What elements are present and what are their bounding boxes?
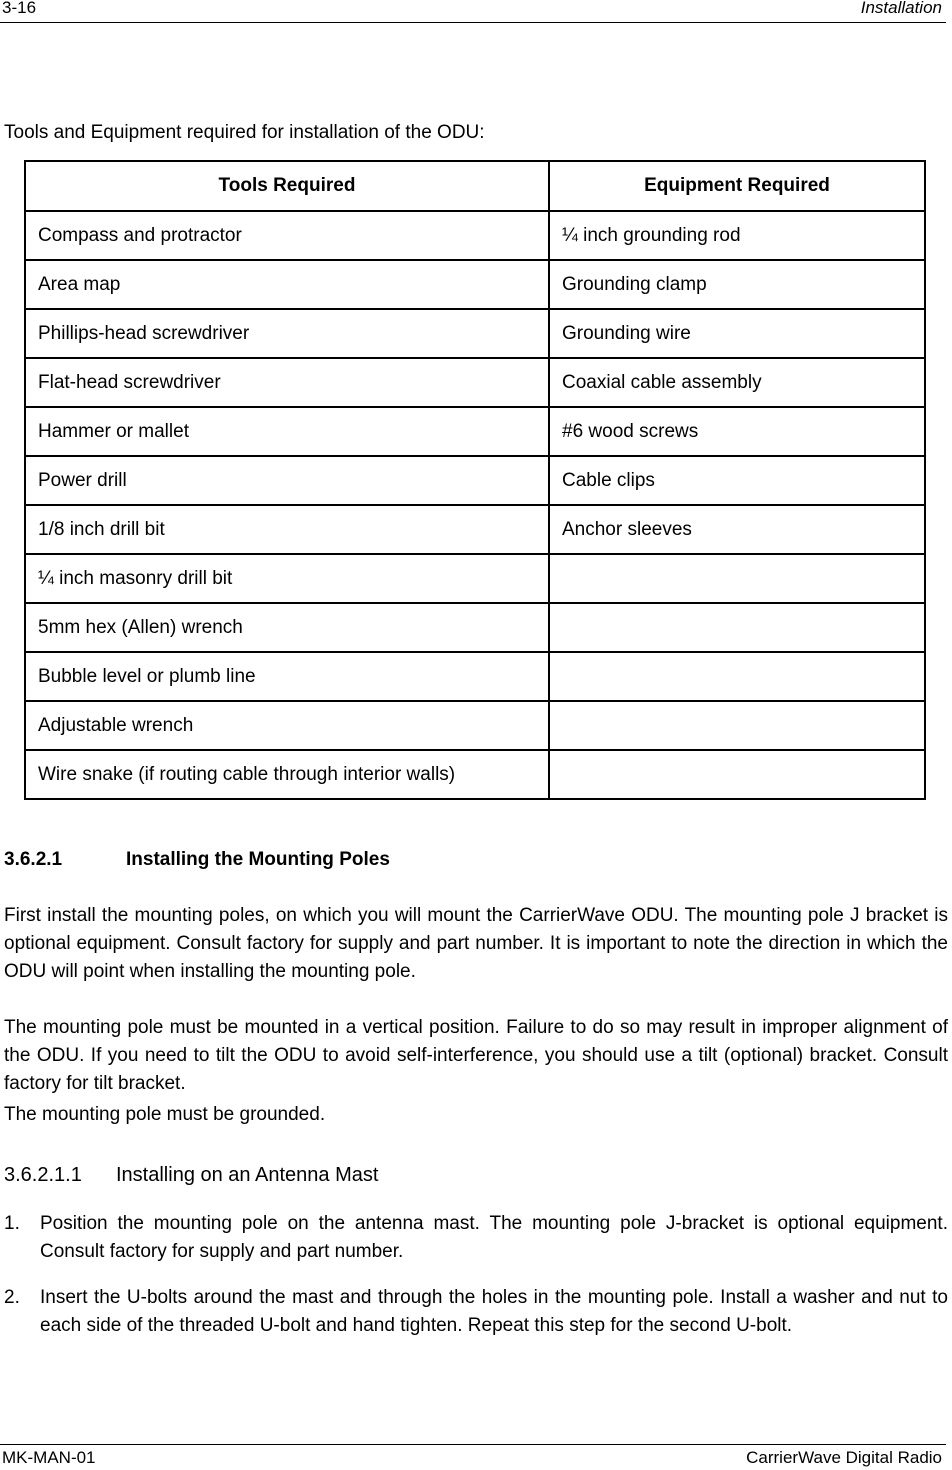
table-row (25, 554, 925, 603)
equipment-cell (549, 750, 925, 799)
section-name: Installation (860, 0, 942, 17)
equipment-cell (549, 701, 925, 750)
list-item (4, 1284, 948, 1340)
table-row (25, 505, 925, 554)
tool-cell: Wire snake (if routing cable through interior walls) (25, 750, 549, 799)
table-row (25, 358, 925, 407)
equipment-cell: Grounding wire (549, 309, 925, 358)
column-header-tools: Tools Required (25, 161, 549, 211)
equipment-cell: #6 wood screws (549, 407, 925, 456)
list-item (4, 1210, 948, 1266)
subsection-number: 3.6.2.1.1 (4, 1164, 82, 1186)
table-row (25, 407, 925, 456)
tool-cell: Hammer or mallet (25, 407, 549, 456)
tool-cell: 5mm hex (Allen) wrench (25, 603, 549, 652)
equipment-cell (549, 554, 925, 603)
page-header (0, 0, 946, 23)
equipment-cell (549, 603, 925, 652)
section-title: Installing the Mounting Poles (126, 849, 390, 870)
equipment-cell: Anchor sleeves (549, 505, 925, 554)
table-row (25, 701, 925, 750)
equipment-cell: Cable clips (549, 456, 925, 505)
intro-text: Tools and Equipment required for installation of the ODU: (4, 122, 485, 143)
subsection-title: Installing on an Antenna Mast (116, 1164, 379, 1186)
table-row (25, 652, 925, 701)
list-item-text: Insert the U-bolts around the mast and through the holes in the mounting pole. Install a washer and nut to each side of the threaded U-bolt and hand tighten. Repeat this step for the second U-bolt. (40, 1287, 948, 1336)
table-header-row (25, 161, 925, 211)
list-item-text: Position the mounting pole on the antenna mast. The mounting pole J-bracket is optional equipment. Consult factory for supply and part number. (40, 1213, 948, 1262)
list-marker: 2. (4, 1287, 20, 1308)
equipment-cell: ¼ inch grounding rod (549, 211, 925, 260)
equipment-cell: Coaxial cable assembly (549, 358, 925, 407)
column-header-equipment: Equipment Required (549, 161, 925, 211)
paragraph: First install the mounting poles, on which you will mount the CarrierWave ODU. The mounting pole J bracket is optional equipment. Consult factory for supply and part number. It is important to note the direction in which the ODU will point when installing the mounting pole. (4, 905, 948, 982)
table-row (25, 603, 925, 652)
tool-cell: 1/8 inch drill bit (25, 505, 549, 554)
section-heading (4, 849, 390, 871)
tools-equipment-table (24, 160, 926, 800)
table-row (25, 309, 925, 358)
subsection-heading (4, 1164, 378, 1187)
list-marker: 1. (4, 1213, 20, 1234)
tool-cell: Adjustable wrench (25, 701, 549, 750)
tool-cell: Compass and protractor (25, 211, 549, 260)
table-row (25, 211, 925, 260)
paragraph: The mounting pole must be grounded. (4, 1104, 326, 1125)
document-id: MK-MAN-01 (2, 1448, 96, 1467)
product-name: CarrierWave Digital Radio (746, 1448, 942, 1467)
table-row (25, 456, 925, 505)
equipment-cell: Grounding clamp (549, 260, 925, 309)
page-footer (0, 1444, 946, 1470)
section-number: 3.6.2.1 (4, 849, 63, 870)
tool-cell: Bubble level or plumb line (25, 652, 549, 701)
equipment-cell (549, 652, 925, 701)
table-row (25, 750, 925, 799)
tool-cell: ¼ inch masonry drill bit (25, 554, 549, 603)
tool-cell: Flat-head screwdriver (25, 358, 549, 407)
tool-cell: Power drill (25, 456, 549, 505)
table-row (25, 260, 925, 309)
paragraph: The mounting pole must be mounted in a vertical position. Failure to do so may result in improper alignment of the ODU. If you need to tilt the ODU to avoid self-interference, you should use a tilt (optional) bracket. Consult factory for tilt bracket. (4, 1017, 948, 1094)
tool-cell: Phillips-head screwdriver (25, 309, 549, 358)
page-number: 3-16 (2, 0, 37, 17)
tool-cell: Area map (25, 260, 549, 309)
